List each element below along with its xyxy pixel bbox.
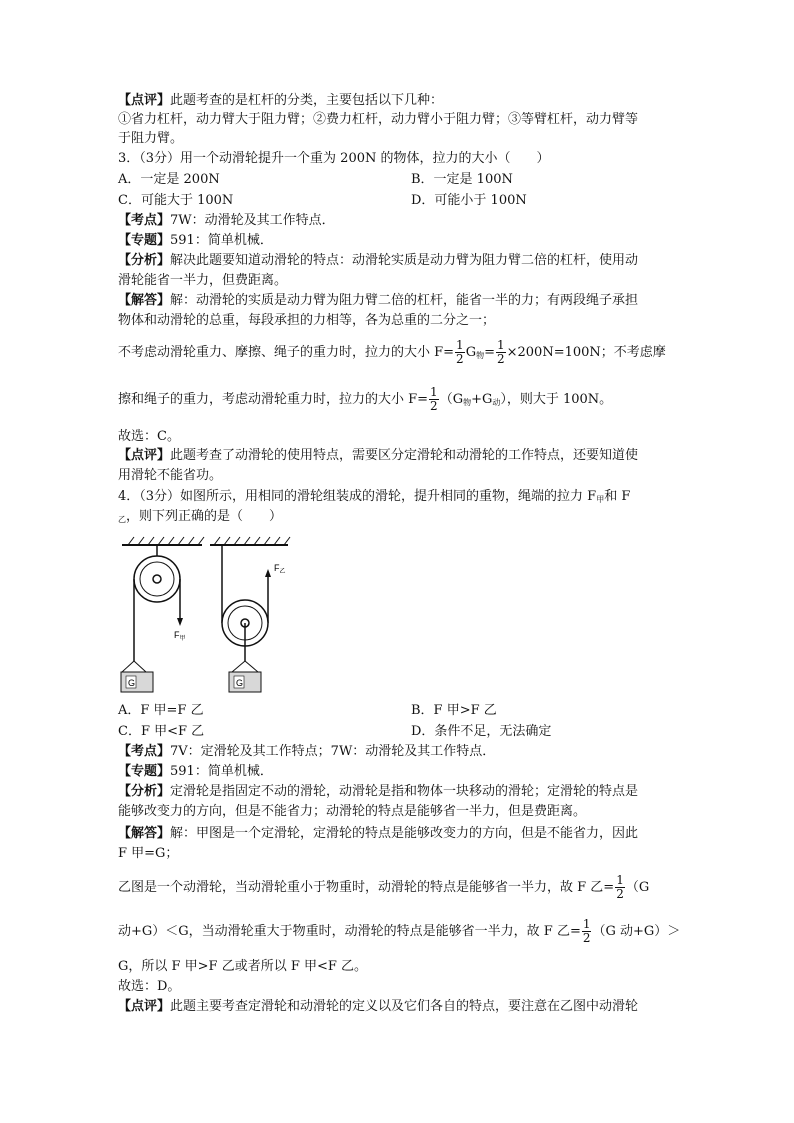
- line-text: （G: [439, 392, 464, 407]
- tag-zhuanti: 【专题】: [118, 764, 171, 779]
- line-text: 591：简单机械．: [170, 764, 273, 779]
- numerator: 1: [456, 338, 464, 352]
- line-text: 4．（3分）如图所示，用相同的滑轮组装成的滑轮，提升相同的重物，绳端的拉力 F: [118, 489, 597, 504]
- line-text: 解决此题要知道动滑轮的特点：动滑轮实质是动力臂为阻力臂二倍的杠杆，使用动: [170, 253, 639, 268]
- fraction: [455, 339, 465, 366]
- line-text: 此题考查了动滑轮的使用特点，需要区分定滑轮和动滑轮的工作特点，还要知道使: [170, 448, 639, 463]
- formula-line: [118, 918, 680, 945]
- pulley-figure: [118, 535, 298, 695]
- answer-line: 故选：C。: [118, 429, 180, 444]
- text-line: G，所以 F 甲>F 乙或者所以 F 甲<F 乙。: [118, 959, 368, 974]
- line-text: 此题主要考查定滑轮和动滑轮的定义以及它们各自的特点，要注意在乙图中动滑轮: [170, 999, 639, 1014]
- line-text: 不考虑动滑轮重力、摩擦、绳子的重力时，拉力的大小 F=: [118, 345, 455, 360]
- q3-option-a: A．一定是 200N: [118, 172, 220, 187]
- formula-line: [118, 339, 666, 366]
- subscript: 物: [463, 398, 472, 407]
- q3-fenxi: [118, 252, 638, 270]
- line-text: 擦和绳子的重力，考虑动滑轮重力时，拉力的大小 F=: [118, 392, 429, 407]
- fraction: [496, 339, 506, 366]
- numerator: 1: [430, 385, 438, 399]
- q3-option-c: C．可能大于 100N: [118, 193, 234, 208]
- line-text: 定滑轮是指固定不动的滑轮，动滑轮是指和物体一块移动的滑轮；定滑轮的特点是: [170, 784, 639, 799]
- q4-zhuanti: [118, 763, 273, 781]
- line-text: ），则大于 100N。: [500, 392, 613, 407]
- denominator: 2: [496, 352, 505, 366]
- tag-jieda: 【解答】: [118, 293, 171, 308]
- tag-kaodian: 【考点】: [118, 213, 171, 228]
- numerator: 1: [616, 873, 624, 887]
- line-text: +G: [471, 392, 493, 407]
- line-text: 7W：动滑轮及其工作特点．: [170, 213, 335, 228]
- denominator: 2: [430, 399, 438, 413]
- question-4-stem: [118, 488, 630, 509]
- denominator: 2: [582, 931, 591, 945]
- force-label-yi: $F_乙$: [274, 563, 286, 575]
- tag-comment: 【点评】: [118, 93, 171, 108]
- numerator: 1: [496, 338, 505, 352]
- q4-option-b: B．F 甲>F 乙: [411, 703, 497, 718]
- line-text: ，则下列正确的是（ ）: [126, 509, 283, 524]
- formula-line: [118, 874, 649, 901]
- line-text: 591：简单机械．: [170, 233, 273, 248]
- q4-kaodian: [118, 743, 495, 761]
- subscript: 乙: [118, 515, 126, 524]
- line-text: 解：动滑轮的实质是动力臂为阻力臂二倍的杠杆，能省一半的力；有两段绳子承担: [170, 293, 639, 308]
- line-text: 解：甲图是一个定滑轮，定滑轮的特点是能够改变力的方向，但是不能省力，因此: [170, 826, 639, 841]
- tag-fenxi: 【分析】: [118, 784, 171, 799]
- q3-kaodian: [118, 212, 335, 230]
- force-label-jia: $F_甲$: [174, 630, 186, 642]
- text-line: F 甲=G；: [118, 846, 179, 861]
- line-text: =: [484, 345, 495, 360]
- q4-option-a: A．F 甲=F 乙: [118, 703, 204, 718]
- q3-option-b: B．一定是 100N: [411, 172, 513, 187]
- line-text: G: [465, 345, 477, 360]
- q4-option-c: C．F 甲<F 乙: [118, 724, 205, 739]
- line-text: 7V：定滑轮及其工作特点；7W：动滑轮及其工作特点．: [170, 744, 496, 759]
- q3-option-d: D．可能小于 100N: [411, 193, 527, 208]
- tag-fenxi: 【分析】: [118, 253, 171, 268]
- text-line: 滑轮能省一半力，但费距离。: [118, 273, 288, 288]
- formula-line: [118, 386, 612, 413]
- numerator: 1: [582, 917, 591, 931]
- text-line: 物体和动滑轮的总重，每段承担的力相等，各为总重的二分之一；: [118, 313, 496, 328]
- text-line: 于阻力臂。: [118, 131, 184, 146]
- question-3-stem: 3．（3分）用一个动滑轮提升一个重为 200N 的物体，拉力的大小（ ）: [118, 151, 550, 166]
- q4-dianping: [118, 998, 638, 1016]
- comment-line: [118, 92, 443, 110]
- line-text: ×200N=100N；不考虑摩: [506, 345, 666, 360]
- text-line: ①省力杠杆，动力臂大于阻力臂；②费力杠杆，动力臂小于阻力臂；③等臂杠杆，动力臂等: [118, 112, 639, 127]
- line-text: 动+G）＜G，当动滑轮重大于物重时，动滑轮的特点是能够省一半力，故 F 乙=: [118, 924, 581, 939]
- q4-option-d: D．条件不足，无法确定: [411, 724, 552, 739]
- answer-line: 故选：D。: [118, 979, 181, 994]
- line-text: （G 动+G）＞: [592, 924, 681, 939]
- q3-jieda: [118, 292, 638, 310]
- line-text: 和 F: [604, 489, 631, 504]
- fraction: [429, 386, 439, 413]
- subscript: 甲: [596, 495, 605, 504]
- fraction: [582, 918, 592, 945]
- q4-fenxi: [118, 783, 638, 801]
- weight-label: G: [128, 678, 136, 688]
- fraction: [615, 874, 625, 901]
- q3-zhuanti: [118, 232, 273, 250]
- tag-comment: 【点评】: [118, 448, 171, 463]
- tag-jieda: 【解答】: [118, 826, 171, 841]
- text-line: 用滑轮不能省功。: [118, 468, 223, 483]
- tag-kaodian: 【考点】: [118, 744, 171, 759]
- tag-comment: 【点评】: [118, 999, 171, 1014]
- subscript: 物: [476, 351, 485, 360]
- tag-zhuanti: 【专题】: [118, 233, 171, 248]
- line-text: （G: [625, 880, 650, 895]
- weight-label: G: [236, 678, 244, 688]
- subscript: 动: [492, 398, 501, 407]
- denominator: 2: [616, 887, 624, 901]
- line-text: 此题考查的是杠杆的分类，主要包括以下几种：: [170, 93, 444, 108]
- denominator: 2: [456, 352, 464, 366]
- question-4-stem-cont: [118, 508, 282, 529]
- q3-dianping: [118, 447, 638, 465]
- line-text: 乙图是一个动滑轮，当动滑轮重小于物重时，动滑轮的特点是能够省一半力，故 F 乙=: [118, 880, 615, 895]
- q4-jieda: [118, 825, 638, 843]
- text-line: 能够改变力的方向，但是不能省力；动滑轮的特点是能够省一半力，但是费距离。: [118, 804, 587, 819]
